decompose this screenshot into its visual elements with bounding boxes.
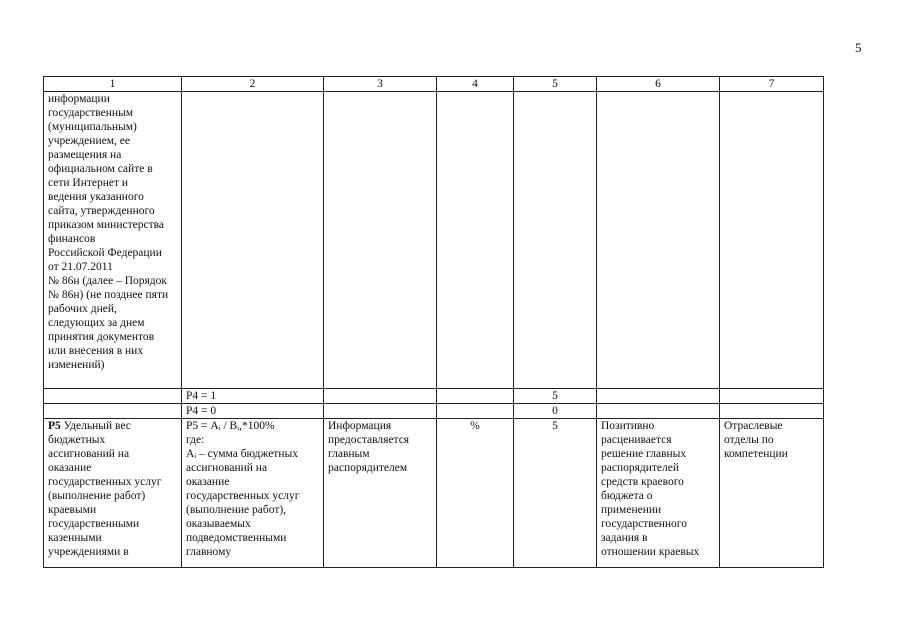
page-number: 5	[855, 40, 862, 55]
header-cell: 3	[324, 77, 437, 92]
responsible-cell: Отраслевые отделы по компетенции	[720, 419, 824, 568]
table-cell	[182, 92, 324, 389]
table-cell	[437, 404, 514, 419]
table-row	[44, 419, 824, 568]
table-row	[44, 92, 824, 389]
formula-cell: Р4 = 0	[182, 404, 324, 419]
table-cell	[44, 404, 182, 419]
table-cell	[514, 92, 597, 389]
header-cell: 4	[437, 77, 514, 92]
table-cell	[324, 404, 437, 419]
score-cell: 0	[514, 404, 597, 419]
indicator-description: информации государственным (муниципальным) учреждением, ее размещения на официальном сайте в сети Интернет и ведения указанного сайта, утвержденного приказом министерства финансов Российской Федерации от 21.07.2011 № 86н (далее – Порядок № 86н) (не позднее пяти рабочих дней, следующих за днем принятия документов или внесения в них изменений)	[44, 92, 182, 389]
table-cell	[437, 92, 514, 389]
indicator-text: Удельный вес бюджетных ассигнований на оказание государственных услуг (выполнение работ) краевыми государственными казенными учреждениями в	[48, 420, 162, 558]
indicator-description	[44, 419, 182, 568]
indicator-table	[43, 76, 824, 568]
table-cell	[720, 404, 824, 419]
table-cell	[324, 389, 437, 404]
table-header-row	[44, 77, 824, 92]
table-cell	[597, 404, 720, 419]
header-cell: 6	[597, 77, 720, 92]
table-cell	[437, 389, 514, 404]
table-cell	[720, 92, 824, 389]
score-cell: 5	[514, 419, 597, 568]
table-cell	[324, 92, 437, 389]
table-row	[44, 389, 824, 404]
score-cell: 5	[514, 389, 597, 404]
header-cell: 2	[182, 77, 324, 92]
unit-cell: %	[437, 419, 514, 568]
table-cell	[597, 389, 720, 404]
formula-cell: Р4 = 1	[182, 389, 324, 404]
table-row	[44, 404, 824, 419]
header-cell: 1	[44, 77, 182, 92]
data-source-cell: Информация предоставляется главным распорядителем	[324, 419, 437, 568]
table-cell	[720, 389, 824, 404]
assessment-cell: Позитивно расценивается решение главных распорядителей средств краевого бюджета о применении государственного задания в отношении краевых	[597, 419, 720, 568]
header-cell: 7	[720, 77, 824, 92]
formula-cell: Р5 = Аᵢ / Вᵢ,*100% где: Аᵢ – сумма бюджетных ассигнований на оказание государственных услуг (выполнение работ), оказываемых подведомственными главному	[182, 419, 324, 568]
indicator-code: Р5	[48, 420, 61, 432]
table-cell	[44, 389, 182, 404]
table-cell	[597, 92, 720, 389]
header-cell: 5	[514, 77, 597, 92]
